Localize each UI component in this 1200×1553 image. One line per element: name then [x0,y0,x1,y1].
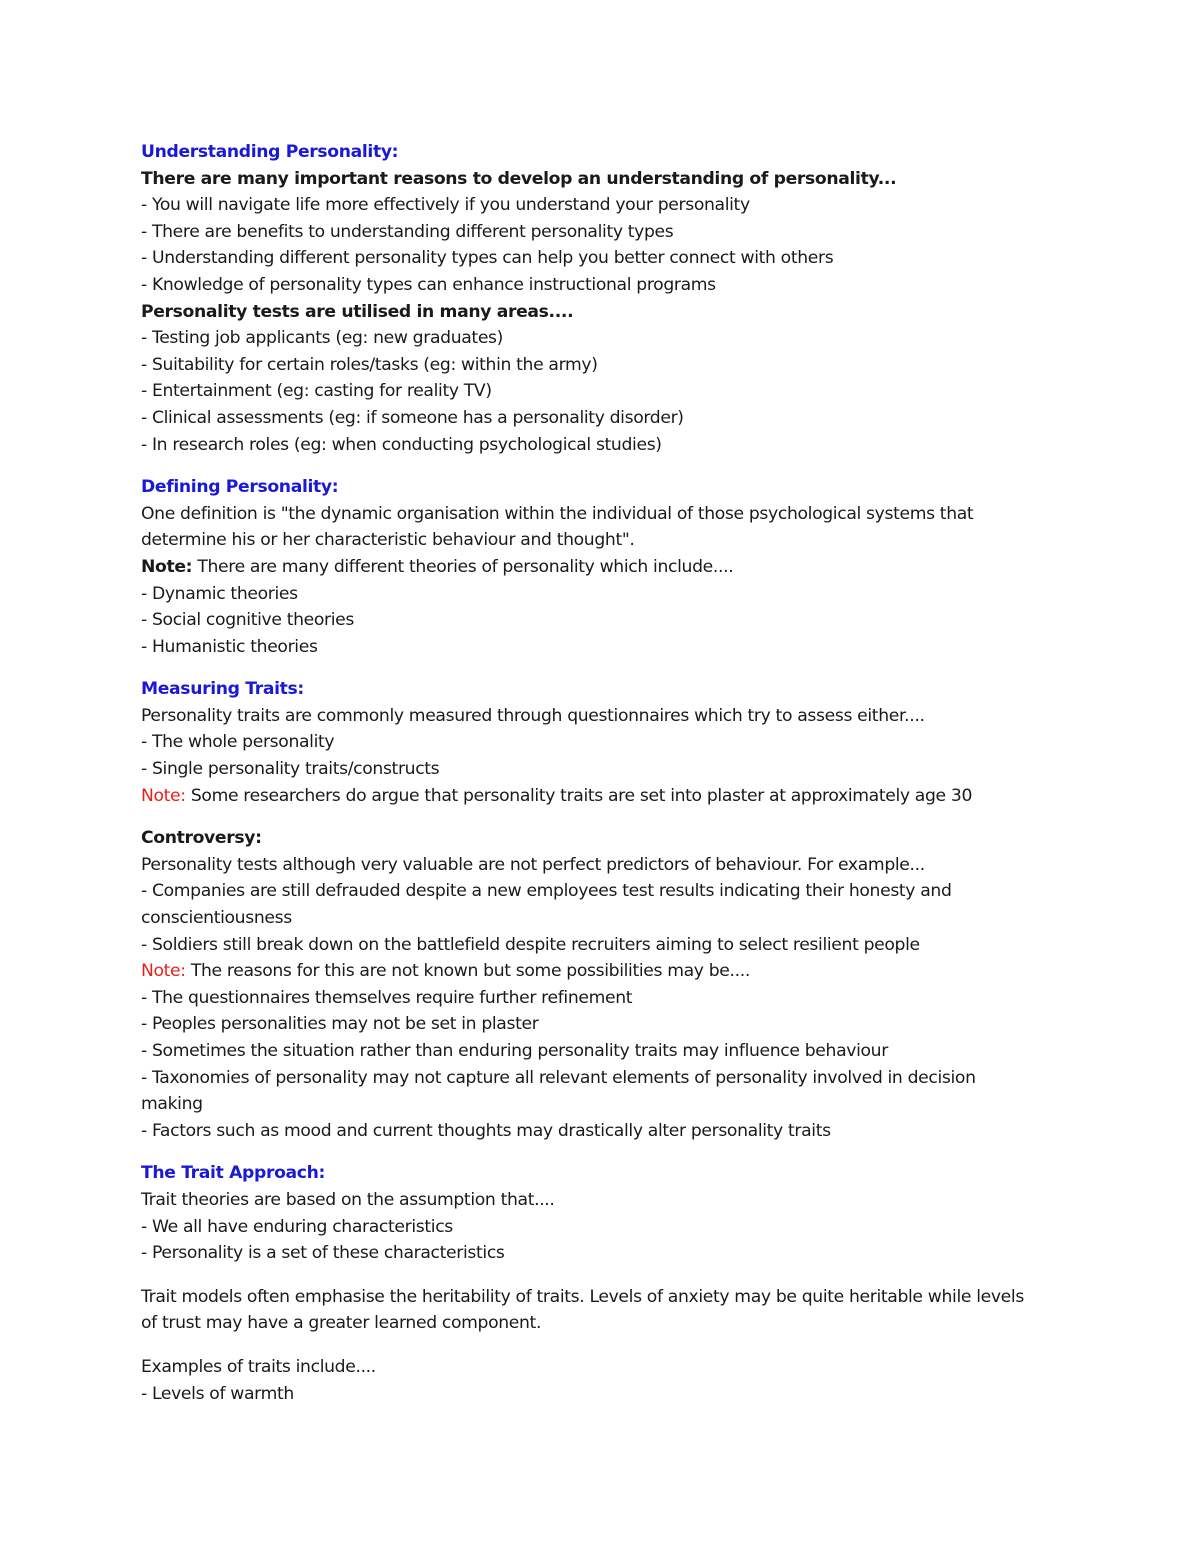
list-item: - Testing job applicants (eg: new graduates) [141,328,504,349]
note-line [141,554,1041,581]
list-item: - Taxonomies of personality may not capture all relevant elements of personality involved in decision making [141,1067,976,1115]
list-item: - You will navigate life more effectively if you understand your personality [141,195,750,216]
section-measuring-traits [141,676,1041,809]
list-item: - Suitability for certain roles/tasks (eg: within the army) [141,354,598,375]
note-text: There are many different theories of personality which include.... [192,556,734,577]
list-item: - Clinical assessments (eg: if someone has a personality disorder) [141,407,684,428]
note-line [141,783,1041,810]
list-item: - Factors such as mood and current thoughts may drastically alter personality traits [141,1120,831,1141]
section-subheading: Personality tests are utilised in many areas.... [141,301,574,322]
section-heading: Defining Personality: [141,477,339,498]
section-heading: The Trait Approach: [141,1163,326,1184]
section-heading: Measuring Traits: [141,679,304,700]
examples-intro: Examples of traits include.... [141,1356,376,1377]
section-controversy [141,825,1041,1144]
section-understanding-personality [141,139,1041,458]
list-item: - Soldiers still break down on the battlefield despite recruiters aiming to select resilient people [141,934,920,955]
note-text: Some researchers do argue that personality traits are set into plaster at approximately age 30 [185,785,973,806]
list-item: - The questionnaires themselves require further refinement [141,987,633,1008]
document-page [141,139,1041,1407]
list-item: - Humanistic theories [141,636,318,657]
list-item: - Knowledge of personality types can enhance instructional programs [141,274,716,295]
section-intro: Personality traits are commonly measured through questionnaires which try to assess either.... [141,705,925,726]
list-item: - The whole personality [141,732,335,753]
list-item: - Dynamic theories [141,583,298,604]
paragraph-spacer [141,1337,1041,1354]
list-item: - Sometimes the situation rather than enduring personality traits may influence behaviour [141,1041,888,1061]
list-item: - In research roles (eg: when conducting psychological studies) [141,434,662,455]
note-text: The reasons for this are not known but some possibilities may be.... [185,961,750,982]
list-item: - Peoples personalities may not be set in plaster [141,1014,539,1035]
section-intro: Personality tests although very valuable are not perfect predictors of behaviour. For example... [141,854,925,875]
section-defining-personality [141,474,1041,660]
list-item: - Entertainment (eg: casting for reality TV) [141,381,492,402]
section-trait-approach [141,1160,1041,1407]
list-item: - We all have enduring characteristics [141,1216,453,1237]
paragraph-spacer [141,1267,1041,1284]
note-label: Note: [141,785,186,806]
list-item: - Single personality traits/constructs [141,759,440,780]
section-intro: Trait theories are based on the assumption that.... [141,1189,555,1210]
section-intro: There are many important reasons to develop an understanding of personality... [141,168,897,189]
note-label: Note: [141,556,193,577]
list-item: - Companies are still defrauded despite a new employees test results indicating their honesty and conscientiousness [141,881,952,929]
definition-paragraph: One definition is "the dynamic organisation within the individual of those psychological systems that determine his or her characteristic behaviour and thought". [141,503,974,551]
note-label: Note: [141,961,186,982]
list-item: - Levels of warmth [141,1383,294,1404]
list-item: - Social cognitive theories [141,610,354,631]
list-item: - There are benefits to understanding different personality types [141,221,674,242]
section-heading: Controversy: [141,828,262,849]
note-line [141,958,1041,985]
section-heading: Understanding Personality: [141,142,399,162]
list-item: - Understanding different personality types can help you better connect with others [141,248,834,269]
trait-paragraph: Trait models often emphasise the heritability of traits. Levels of anxiety may be quite heritable while levels of trust may have a greater learned component. [141,1286,1024,1334]
list-item: - Personality is a set of these characteristics [141,1243,505,1264]
